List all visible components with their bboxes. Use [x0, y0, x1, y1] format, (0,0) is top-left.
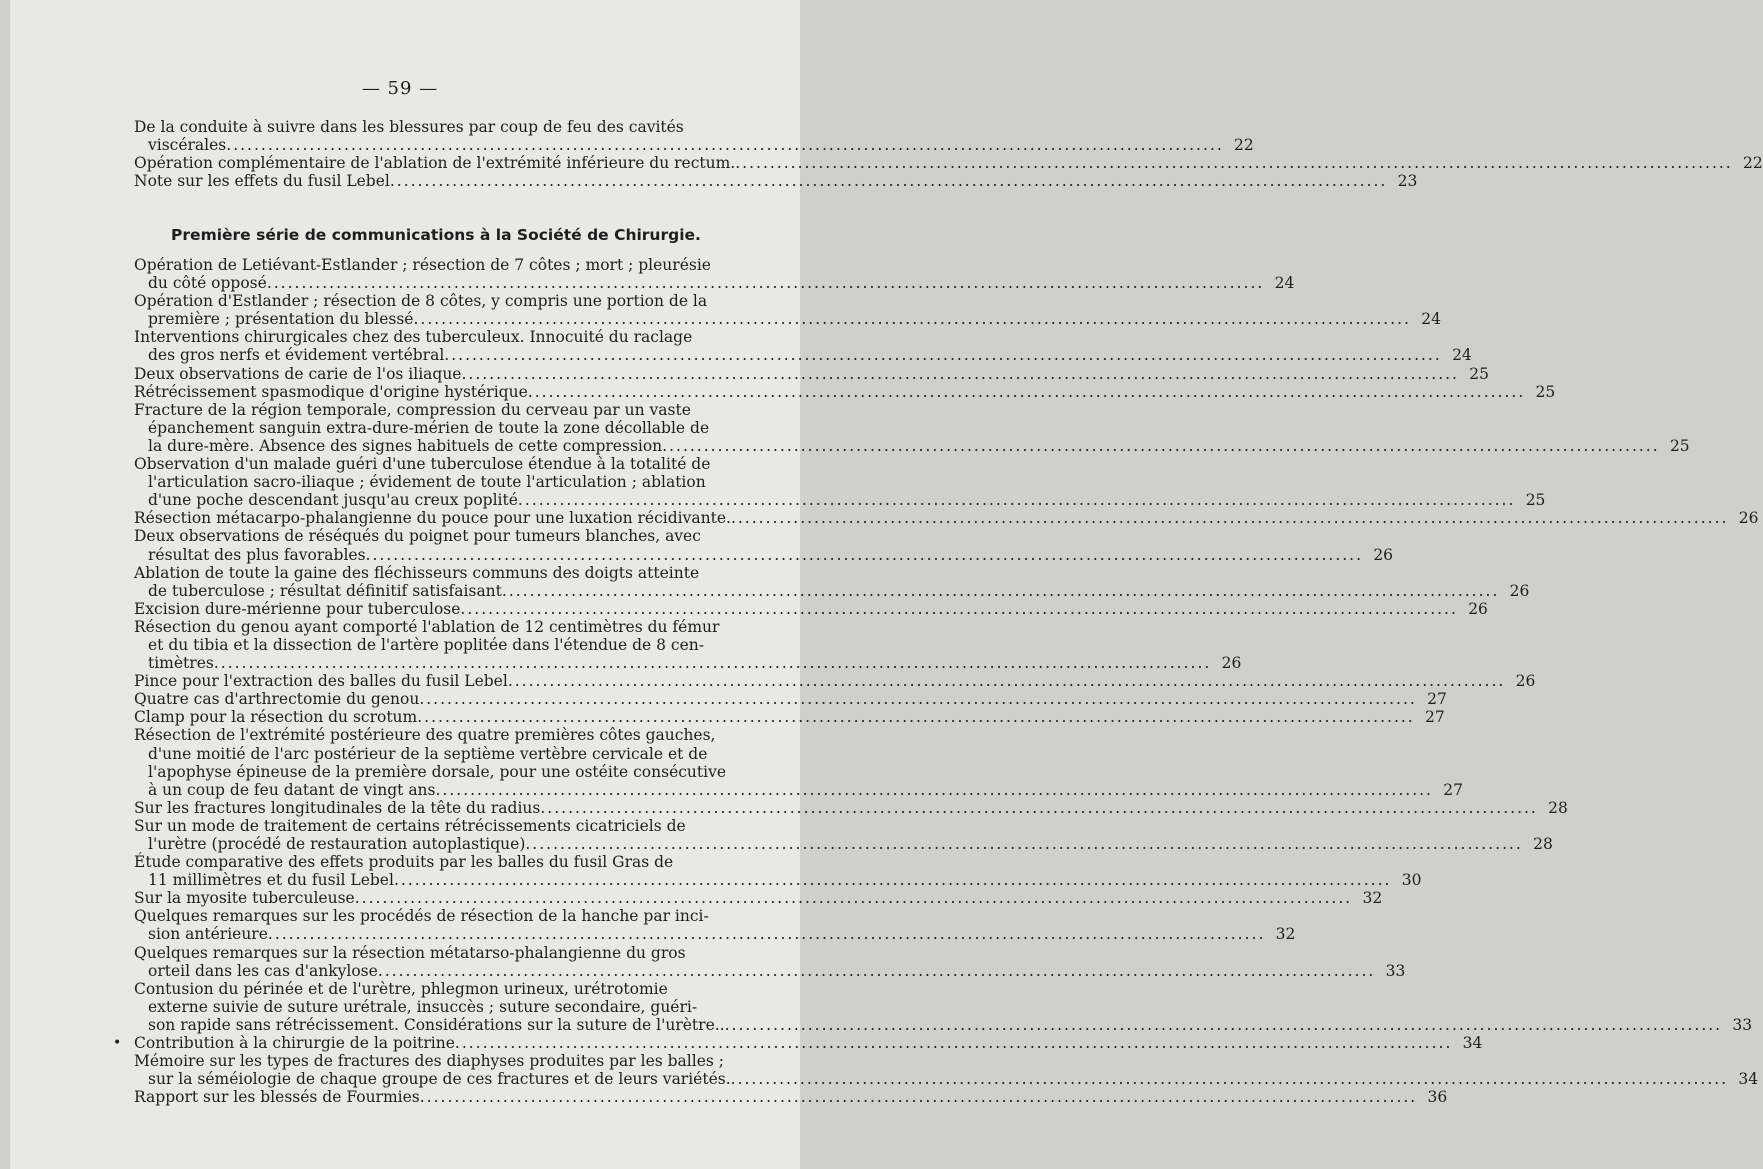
- toc-entry-line: [134, 961, 1406, 980]
- toc-entry-line: [134, 871, 1422, 890]
- toc-entry-text: externe suivie de suture urétrale, insuccès ; suture secondaire, guéri-: [148, 997, 698, 1016]
- toc-page-ref: 27: [1425, 708, 1445, 727]
- toc-entry-text: des gros nerfs et évidement vertébral: [148, 346, 445, 365]
- toc-page-ref: 22: [1234, 136, 1254, 155]
- toc-page-ref: 32: [1275, 925, 1296, 944]
- dot-leader: [528, 383, 1526, 401]
- toc-entry-text: Résection de l'extrémité postérieure des quatre premières côtes gauches,: [134, 726, 716, 745]
- toc-entry: [134, 889, 1383, 908]
- toc-entry-text: l'urètre (procédé de restauration autoplastique): [148, 835, 526, 853]
- toc-entry-line: [134, 346, 1472, 365]
- toc-entry-text: Résection métacarpo-phalangienne du pouce pour une luxation récidivante.: [134, 509, 731, 528]
- toc-page-ref: 26: [1509, 581, 1530, 600]
- dot-leader: [267, 274, 1265, 292]
- dot-leader: [378, 962, 1376, 980]
- toc-entry-line: [134, 172, 1418, 191]
- toc-entry-line: [134, 1088, 1448, 1107]
- toc-entry-text: d'une moitié de l'arc postérieur de la septième vertèbre cervicale et de: [148, 744, 708, 763]
- toc-entry-text: première ; présentation du blessé: [148, 310, 414, 329]
- toc-entry-text: Interventions chirurgicales chez des tuberculeux. Innocuité du raclage: [134, 328, 693, 347]
- toc-entry-text: Excision dure-mérienne pour tuberculose: [134, 599, 461, 618]
- page-number: — 59 —: [361, 78, 439, 99]
- toc-entry-text: Opération complémentaire de l'ablation de l'extrémité inférieure du rectum.: [134, 154, 736, 173]
- dot-leader: [214, 654, 1212, 672]
- dot-leader: [394, 871, 1392, 889]
- toc-entry: [134, 563, 1530, 600]
- toc-entry-text: sion antérieure: [148, 925, 268, 944]
- dot-leader: [662, 437, 1660, 455]
- dot-leader: [419, 690, 1417, 708]
- toc-entry-line: [134, 780, 1463, 799]
- dot-leader: [366, 546, 1364, 564]
- toc-entry-text: orteil dans les cas d'ankylose: [148, 961, 378, 980]
- toc-entry-text: Note sur les effets du fusil Lebel: [134, 172, 390, 191]
- toc-entry-text: Résection du genou ayant comporté l'ablation de 12 centimètres du fémur: [134, 617, 720, 636]
- toc-entry-text: épanchement sanguin extra-dure-mérien de toute la zone décollable de: [148, 418, 710, 437]
- toc-entry-line: [134, 436, 1690, 455]
- toc-entry-text: Ablation de toute la gaine des fléchisseurs communs des doigts atteinte: [134, 563, 700, 582]
- toc-entry-text: Sur un mode de traitement de certains rétrécissements cicatriciels de: [134, 816, 686, 835]
- toc-entry: [134, 328, 1472, 365]
- toc-entry: [134, 708, 1445, 727]
- toc-entry-line: [134, 1015, 1753, 1034]
- toc-entry-text: de tuberculose ; résultat définitif satisfaisant: [148, 581, 502, 600]
- toc-page-ref: 26: [1515, 672, 1536, 691]
- toc-entry: [134, 256, 1295, 293]
- dot-leader: [268, 925, 1266, 943]
- toc-page-ref: 25: [1525, 491, 1546, 510]
- dot-leader: [508, 672, 1506, 690]
- toc-entry-text: résultat des plus favorables: [148, 545, 366, 564]
- toc-entry: [134, 617, 1242, 673]
- toc-entry-text: du côté opposé: [148, 274, 267, 293]
- toc-entry-text: Fracture de la région temporale, compression du cerveau par un vaste: [134, 400, 691, 419]
- toc-entry-line: [134, 136, 1254, 155]
- toc-entry-text: De la conduite à suivre dans les blessures par coup de feu des cavités: [134, 118, 684, 136]
- dot-leader: [417, 708, 1415, 726]
- toc-page-ref: 25: [1669, 436, 1690, 455]
- toc-entry: [134, 943, 1406, 980]
- toc-entry: [134, 816, 1553, 853]
- dot-leader: [725, 1016, 1723, 1034]
- toc-entry-text: timètres: [148, 654, 214, 673]
- toc-entry-line: [134, 491, 1546, 510]
- toc-entry-text: viscérales: [148, 136, 227, 155]
- dot-leader: [502, 582, 1500, 600]
- toc-entry-text: Contusion du périnée et de l'urètre, phlegmon urineux, urétrotomie: [134, 979, 668, 998]
- dot-leader: [420, 1088, 1418, 1106]
- bullet-mark: •: [113, 1035, 122, 1052]
- toc-entry-text: Observation d'un malade guéri d'une tuberculose étendue à la totalité de: [134, 455, 711, 474]
- toc-entry-line: [134, 835, 1553, 853]
- toc-entry-line: [134, 364, 1489, 383]
- toc-entry-line: [134, 654, 1242, 673]
- toc-entry-text: son rapide sans rétrécissement. Considérations sur la suture de l'urètre..: [148, 1015, 725, 1034]
- toc-section-top: [134, 118, 1763, 191]
- toc-entry-text: Deux observations de réséqués du poignet pour tumeurs blanches, avec: [134, 527, 701, 546]
- toc-entry-text: Rapport sur les blessés de Fourmies: [134, 1088, 420, 1107]
- toc-page-ref: 24: [1452, 346, 1472, 365]
- toc-entry-text: Deux observations de carie de l'os iliaque: [134, 364, 462, 383]
- dot-leader: [436, 781, 1434, 799]
- toc-entry-line: [134, 708, 1445, 727]
- toc-entry-text: l'apophyse épineuse de la première dorsale, pour une ostéite consécutive: [148, 762, 727, 781]
- toc-entry: [134, 672, 1536, 691]
- toc-page-ref: 22: [1743, 154, 1763, 173]
- dot-leader: [355, 889, 1353, 907]
- toc-entry: [134, 853, 1422, 890]
- toc-entry-text: Opération de Letiévant-Estlander ; résection de 7 côtes ; mort ; pleurésie: [134, 256, 711, 274]
- toc-entry: [134, 509, 1759, 528]
- toc-entry: [134, 172, 1418, 191]
- toc-entry: [134, 382, 1556, 401]
- dot-leader: [525, 835, 1523, 853]
- dot-leader: [444, 346, 1442, 364]
- dot-leader: [540, 799, 1538, 817]
- toc-entry: [134, 292, 1441, 329]
- toc-entry: [134, 527, 1394, 564]
- toc-entry-text: Contribution à la chirurgie de la poitrine: [134, 1034, 455, 1053]
- toc-page-ref: 24: [1274, 274, 1295, 293]
- toc-entry: [134, 726, 1463, 799]
- toc-entry-line: [134, 274, 1295, 293]
- toc-entry: [134, 1052, 1759, 1089]
- toc-entry-line: [134, 798, 1568, 817]
- toc-entry: [134, 455, 1546, 510]
- toc-entry-text: 11 millimètres et du fusil Lebel: [148, 871, 394, 890]
- toc-page-ref: 24: [1421, 310, 1441, 329]
- toc-entry: [134, 599, 1488, 618]
- toc-entry-line: [134, 154, 1763, 173]
- toc-page-ref: 23: [1397, 172, 1418, 191]
- toc-entry-line: [134, 1034, 1483, 1053]
- toc-entry-text: Étude comparative des effets produits par les balles du fusil Gras de: [134, 853, 674, 872]
- toc-entry: [113, 1034, 1483, 1053]
- toc-page-ref: 27: [1443, 780, 1463, 799]
- toc-entry: [134, 1088, 1448, 1107]
- toc-page-ref: 32: [1362, 889, 1383, 908]
- toc-entry-line: [134, 925, 1296, 944]
- toc-page-ref: 34: [1462, 1034, 1483, 1053]
- toc-entry-text: Opération d'Estlander ; résection de 8 côtes, y compris une portion de la: [134, 292, 708, 311]
- toc-entry-line: [134, 889, 1383, 908]
- dot-leader: [518, 491, 1516, 509]
- toc-entry-text: la dure-mère. Absence des signes habituels de cette compression: [148, 436, 663, 455]
- toc-entry-line: [134, 310, 1441, 329]
- toc-page-ref: 26: [1468, 599, 1488, 618]
- toc-page-ref: 26: [1221, 654, 1242, 673]
- toc-entry-text: Mémoire sur les types de fractures des diaphyses produites par les balles ;: [134, 1052, 724, 1071]
- dot-leader: [731, 1070, 1729, 1088]
- toc-entry-line: [134, 1070, 1759, 1089]
- section-heading: Première série de communications à la Société de Chirurgie.: [171, 226, 701, 244]
- toc-entry-line: [134, 545, 1394, 564]
- toc-page-ref: 25: [1469, 364, 1489, 383]
- toc-page-ref: 27: [1427, 690, 1447, 709]
- toc-entry-text: Quelques remarques sur la résection métatarso-phalangienne du gros: [134, 943, 686, 962]
- toc-entry-text: à un coup de feu datant de vingt ans: [148, 780, 436, 799]
- toc-page-ref: 25: [1535, 382, 1556, 401]
- toc-entry-text: Rétrécissement spasmodique d'origine hystérique: [134, 382, 528, 401]
- dot-leader: [226, 136, 1224, 154]
- dot-leader: [460, 600, 1458, 618]
- toc-entry-text: Quelques remarques sur les procédés de résection de la hanche par inci-: [134, 907, 709, 926]
- toc-page-ref: 30: [1401, 871, 1422, 890]
- toc-entry-text: Clamp pour la résection du scrotum: [134, 708, 418, 727]
- dot-leader: [413, 310, 1411, 328]
- toc-entry-text: d'une poche descendant jusqu'au creux poplité: [148, 491, 518, 510]
- toc-entry: [134, 690, 1447, 709]
- dot-leader: [461, 365, 1459, 383]
- toc-entry-line: [134, 581, 1530, 600]
- toc-entry-line: [134, 690, 1447, 709]
- toc-page-ref: 26: [1738, 509, 1759, 528]
- toc-page-ref: 36: [1427, 1088, 1448, 1107]
- dot-leader: [455, 1034, 1453, 1052]
- toc-entry: [134, 118, 1254, 155]
- toc-entry: [134, 798, 1568, 817]
- dot-leader: [731, 509, 1729, 527]
- toc-entry: [134, 154, 1763, 173]
- toc-page-ref: 33: [1385, 961, 1406, 980]
- toc-page-ref: 34: [1738, 1070, 1759, 1089]
- toc-entry: [134, 979, 1753, 1034]
- toc-entry-line: [134, 599, 1488, 618]
- dot-leader: [735, 154, 1733, 172]
- toc-entry-text: l'articulation sacro-iliaque ; évidement de toute l'articulation ; ablation: [148, 473, 706, 492]
- dot-leader: [390, 172, 1388, 190]
- toc-page-ref: 26: [1373, 545, 1394, 564]
- toc-entry-text: Pince pour l'extraction des balles du fusil Lebel: [134, 672, 508, 691]
- toc-entry: [134, 364, 1489, 383]
- toc-entry: [134, 400, 1690, 455]
- toc-entry-line: [134, 509, 1759, 528]
- toc-entry-text: Quatre cas d'arthrectomie du genou: [134, 690, 420, 709]
- toc-entry-line: [134, 672, 1536, 691]
- toc-section-main: [113, 256, 1759, 1107]
- toc-entry-text: Sur la myosite tuberculeuse: [134, 889, 355, 908]
- toc-entry-line: [134, 382, 1556, 401]
- toc-entry: [134, 907, 1296, 944]
- toc-page-ref: 28: [1533, 835, 1553, 853]
- toc-entry-text: Sur les fractures longitudinales de la tête du radius: [134, 798, 541, 817]
- toc-entry-text: et du tibia et la dissection de l'artère poplitée dans l'étendue de 8 cen-: [148, 635, 705, 654]
- toc-page-ref: 28: [1548, 798, 1568, 817]
- toc-entry-text: sur la séméiologie de chaque groupe de ces fractures et de leurs variétés.: [148, 1070, 731, 1089]
- toc-page-ref: 33: [1732, 1015, 1753, 1034]
